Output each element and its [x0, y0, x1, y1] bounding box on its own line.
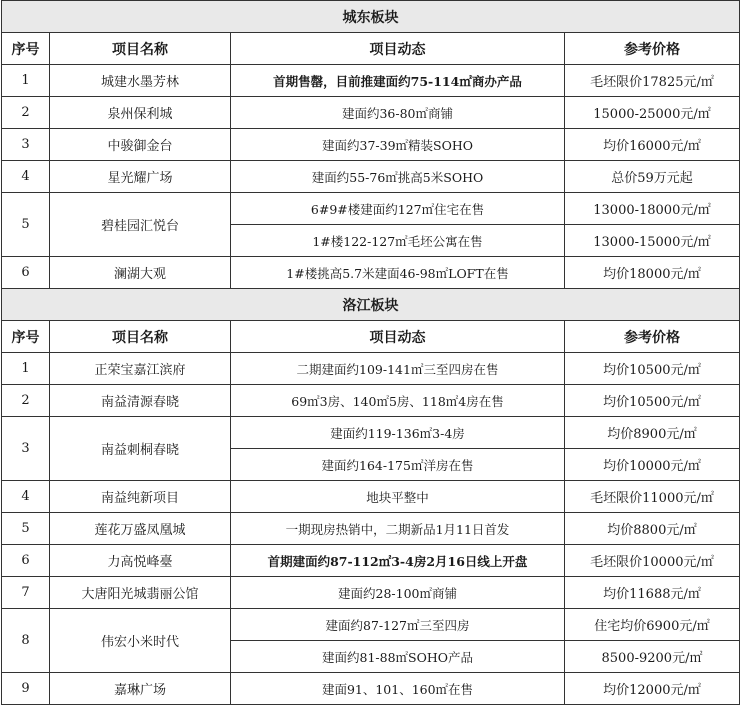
row-number: 2	[2, 385, 50, 417]
project-dynamic: 1#楼挑高5.7米建面46-98㎡LOFT在售	[231, 257, 565, 289]
project-dynamic: 建面约37-39㎡精装SOHO	[231, 129, 565, 161]
project-dynamic: 地块平整中	[231, 481, 565, 513]
project-dynamic: 建面约119-136㎡3-4房	[231, 417, 565, 449]
reference-price: 住宅均价6900元/㎡	[565, 609, 740, 641]
reference-price: 8500-9200元/㎡	[565, 641, 740, 673]
table-row	[2, 609, 740, 641]
table-row	[2, 97, 740, 129]
project-name: 碧桂园汇悦台	[50, 193, 231, 257]
table-row	[2, 161, 740, 193]
project-name: 南益纯新项目	[50, 481, 231, 513]
reference-price: 均价16000元/㎡	[565, 129, 740, 161]
row-number: 5	[2, 513, 50, 545]
reference-price: 均价8800元/㎡	[565, 513, 740, 545]
project-name: 大唐阳光城翡丽公馆	[50, 577, 231, 609]
project-dynamic: 首期建面约87-112㎡3-4房2月16日线上开盘	[231, 545, 565, 577]
table-row	[2, 481, 740, 513]
header-row	[2, 33, 740, 65]
column-header: 项目名称	[50, 321, 231, 353]
project-name: 南益刺桐春晓	[50, 417, 231, 481]
project-dynamic: 首期售罄，目前推建面约75-114㎡商办产品	[231, 65, 565, 97]
column-header: 项目动态	[231, 321, 565, 353]
reference-price: 均价18000元/㎡	[565, 257, 740, 289]
section-row	[2, 1, 740, 33]
table-row	[2, 129, 740, 161]
row-number: 6	[2, 545, 50, 577]
reference-price: 均价10000元/㎡	[565, 449, 740, 481]
project-dynamic: 建面约55-76㎡挑高5米SOHO	[231, 161, 565, 193]
row-number: 1	[2, 353, 50, 385]
project-name: 正荣宝嘉江滨府	[50, 353, 231, 385]
project-dynamic: 建面91、101、160㎡在售	[231, 673, 565, 705]
table-row	[2, 385, 740, 417]
reference-price: 均价10500元/㎡	[565, 385, 740, 417]
project-name: 南益清源春晓	[50, 385, 231, 417]
table-row	[2, 577, 740, 609]
project-name: 澜湖大观	[50, 257, 231, 289]
row-number: 3	[2, 417, 50, 481]
column-header: 序号	[2, 321, 50, 353]
project-name: 莲花万盛凤凰城	[50, 513, 231, 545]
project-name: 星光耀广场	[50, 161, 231, 193]
reference-price: 均价10500元/㎡	[565, 353, 740, 385]
project-dynamic: 一期现房热销中，二期新品1月11日首发	[231, 513, 565, 545]
row-number: 5	[2, 193, 50, 257]
table-row	[2, 417, 740, 449]
project-dynamic: 建面约28-100㎡商铺	[231, 577, 565, 609]
row-number: 3	[2, 129, 50, 161]
project-name: 力高悦峰臺	[50, 545, 231, 577]
row-number: 4	[2, 161, 50, 193]
project-name: 中骏御金台	[50, 129, 231, 161]
reference-price: 13000-15000元/㎡	[565, 225, 740, 257]
reference-price: 15000-25000元/㎡	[565, 97, 740, 129]
row-number: 9	[2, 673, 50, 705]
table-row	[2, 513, 740, 545]
project-dynamic: 建面约164-175㎡洋房在售	[231, 449, 565, 481]
project-dynamic: 1#楼122-127㎡毛坯公寓在售	[231, 225, 565, 257]
row-number: 7	[2, 577, 50, 609]
row-number: 2	[2, 97, 50, 129]
project-name: 城建水墨芳林	[50, 65, 231, 97]
reference-price: 均价11688元/㎡	[565, 577, 740, 609]
project-dynamic: 建面约87-127㎡三至四房	[231, 609, 565, 641]
project-dynamic: 建面约36-80㎡商铺	[231, 97, 565, 129]
table-row	[2, 353, 740, 385]
column-header: 参考价格	[565, 321, 740, 353]
project-dynamic: 69㎡3房、140㎡5房、118㎡4房在售	[231, 385, 565, 417]
project-dynamic: 二期建面约109-141㎡三至四房在售	[231, 353, 565, 385]
project-dynamic: 6#9#楼建面约127㎡住宅在售	[231, 193, 565, 225]
column-header: 项目动态	[231, 33, 565, 65]
table-row	[2, 545, 740, 577]
table-row	[2, 65, 740, 97]
header-row	[2, 321, 740, 353]
row-number: 6	[2, 257, 50, 289]
section-title: 洛江板块	[2, 289, 740, 321]
price-table	[1, 0, 740, 705]
reference-price: 13000-18000元/㎡	[565, 193, 740, 225]
table-row	[2, 257, 740, 289]
table-row	[2, 193, 740, 225]
section-row	[2, 289, 740, 321]
table-row	[2, 673, 740, 705]
section-title: 城东板块	[2, 1, 740, 33]
column-header: 参考价格	[565, 33, 740, 65]
reference-price: 毛坯限价11000元/㎡	[565, 481, 740, 513]
project-name: 伟宏小米时代	[50, 609, 231, 673]
project-dynamic: 建面约81-88㎡SOHO产品	[231, 641, 565, 673]
row-number: 8	[2, 609, 50, 673]
column-header: 项目名称	[50, 33, 231, 65]
project-name: 泉州保利城	[50, 97, 231, 129]
row-number: 1	[2, 65, 50, 97]
reference-price: 总价59万元起	[565, 161, 740, 193]
reference-price: 均价12000元/㎡	[565, 673, 740, 705]
column-header: 序号	[2, 33, 50, 65]
reference-price: 毛坯限价17825元/㎡	[565, 65, 740, 97]
reference-price: 均价8900元/㎡	[565, 417, 740, 449]
reference-price: 毛坯限价10000元/㎡	[565, 545, 740, 577]
project-name: 嘉琳广场	[50, 673, 231, 705]
row-number: 4	[2, 481, 50, 513]
